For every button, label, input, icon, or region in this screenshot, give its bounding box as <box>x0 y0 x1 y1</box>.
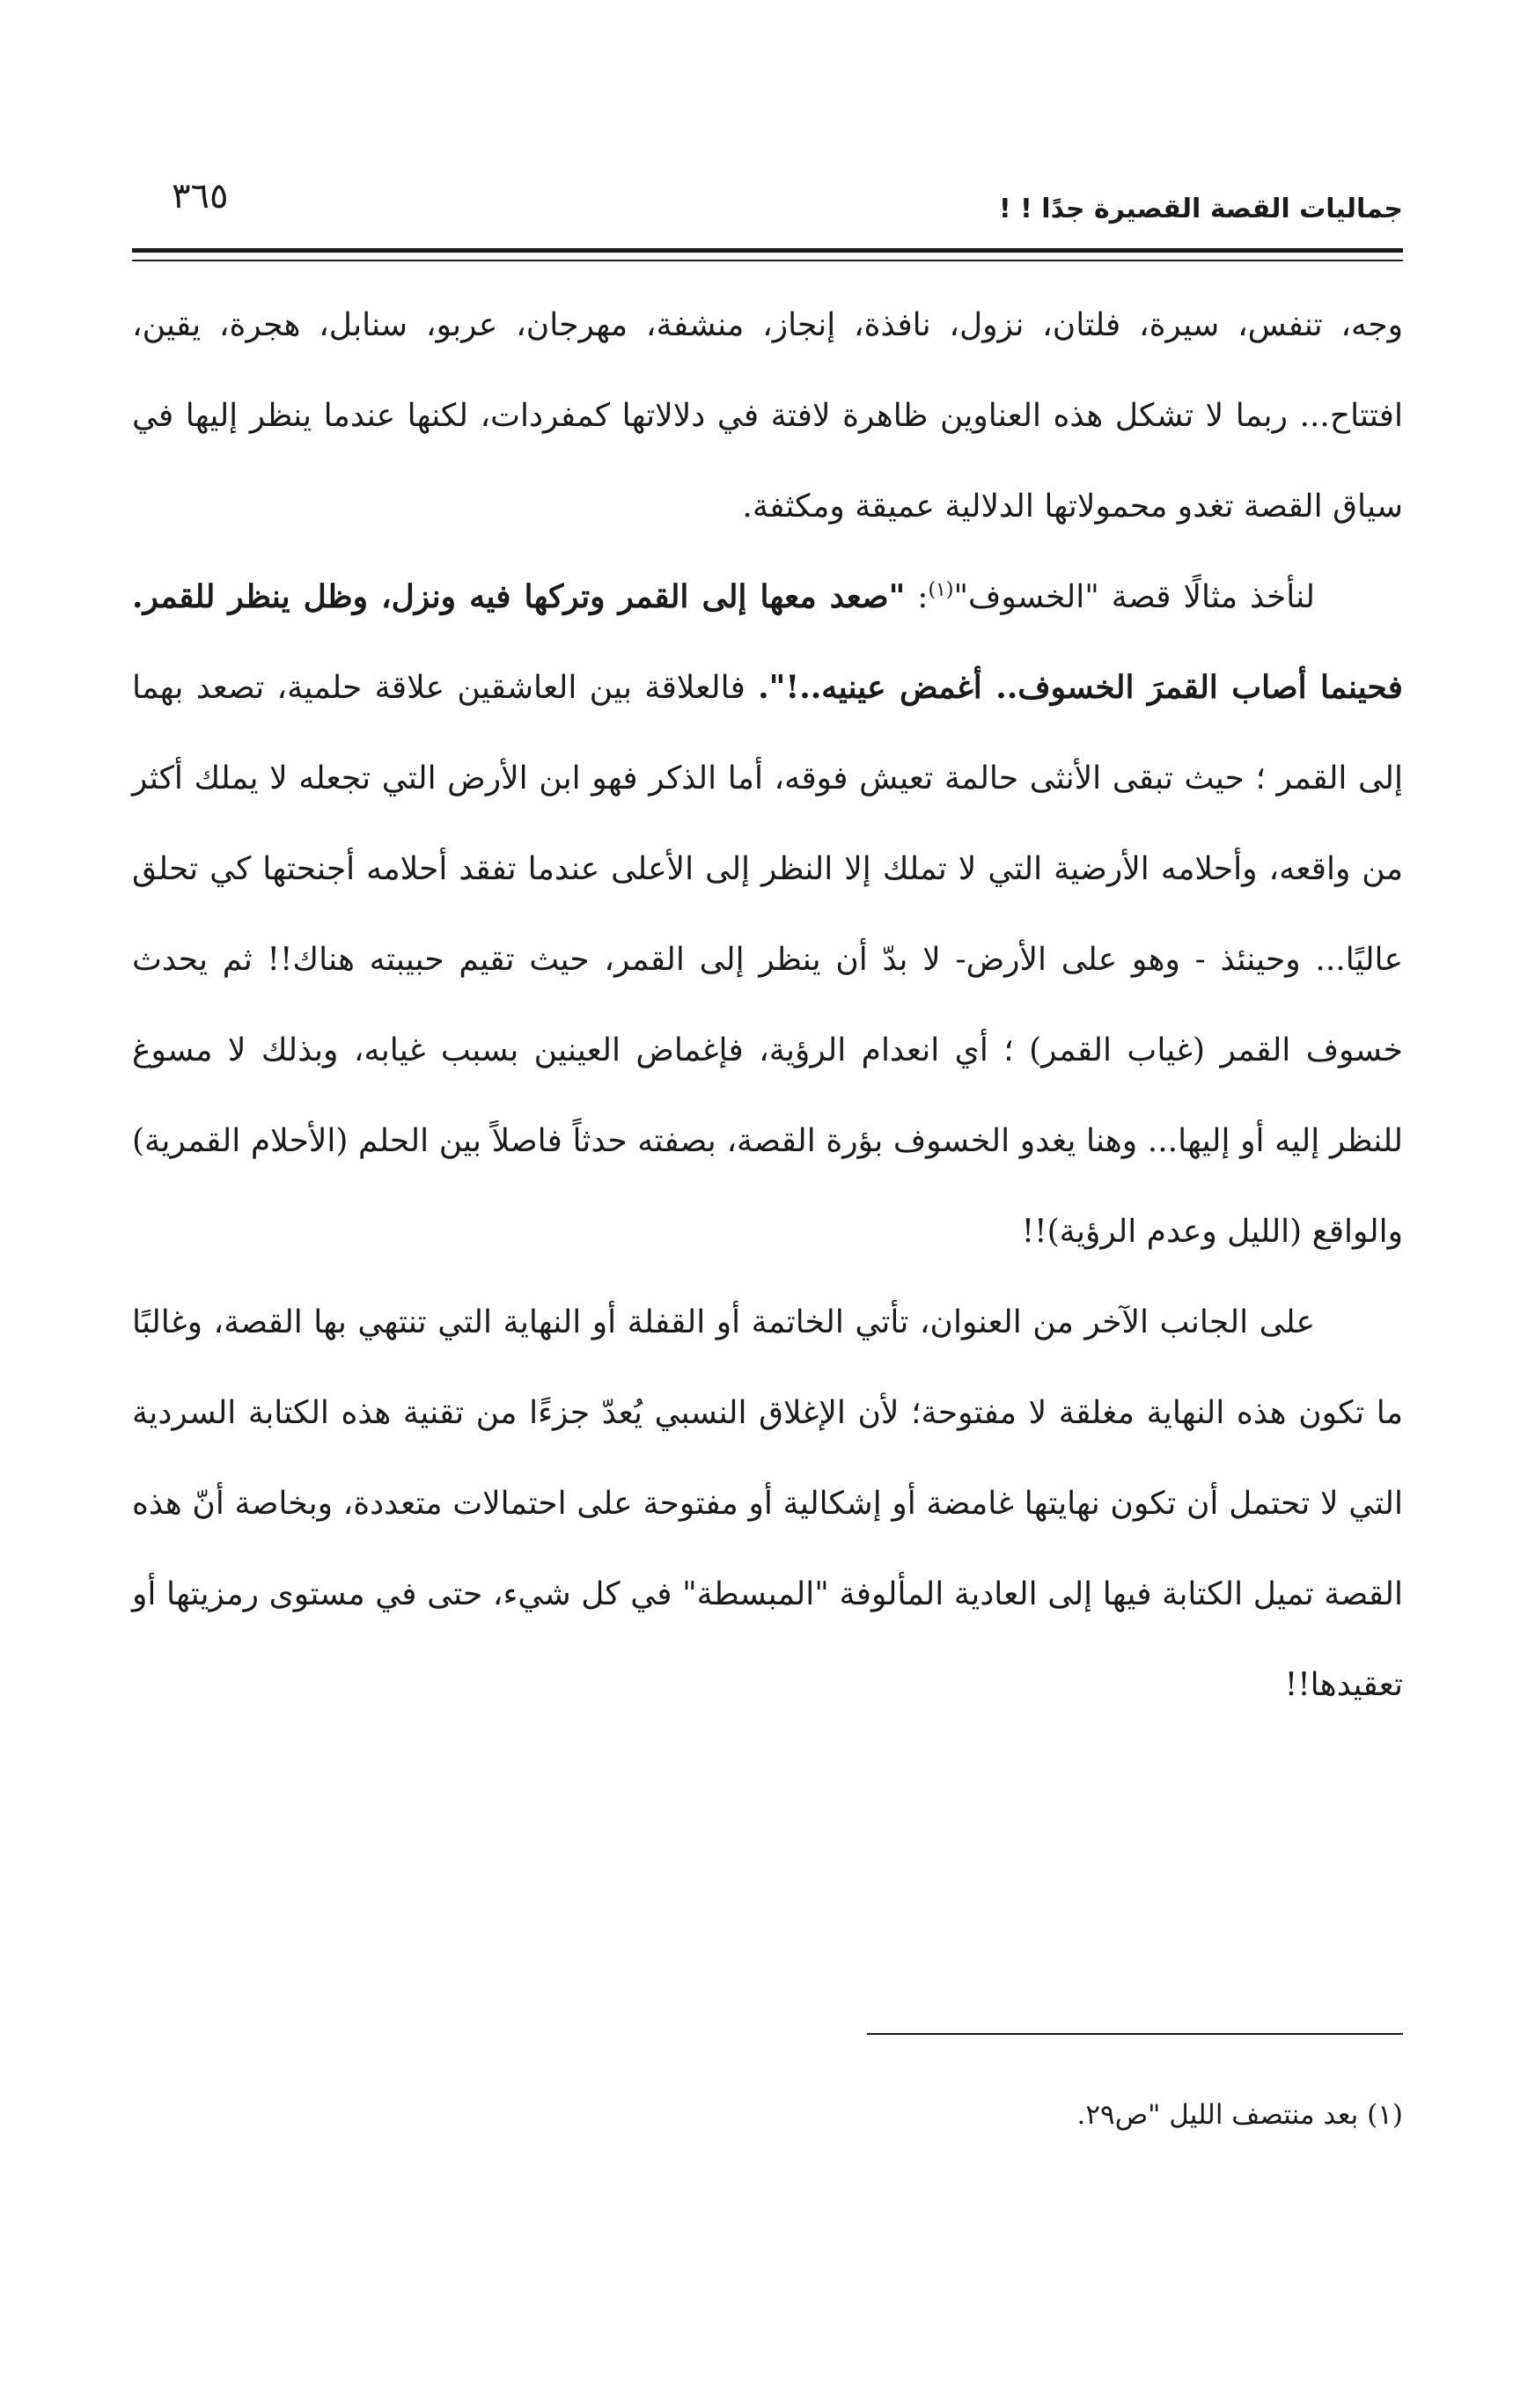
footnote-marker: (١) <box>928 579 954 601</box>
paragraph-1: وجه، تنفس، سيرة، فلتان، نزول، نافذة، إنجاز، منشفة، مهرجان، عربو، سنابل، هجرة، يقين، افتتاح... ربما لا تشكل هذه العناوين ظاهرة لافتة في دلالاتها كمفردات، لكنها عندما ينظر إليها في سياق القصة تغدو محمولاتها الدلالية عميقة ومكثفة. <box>132 307 1403 525</box>
paragraph-2-intro: لنأخذ مثالًا قصة "الخسوف" <box>953 579 1316 615</box>
footnote-separator <box>867 2033 1403 2035</box>
paragraph-2 <box>132 552 1403 1277</box>
page-header <box>132 167 1403 238</box>
running-title: جماليات القصة القصيرة جدًا ! ! <box>999 194 1403 224</box>
page-number: ٣٦٥ <box>172 176 229 217</box>
footnote: (١) بعد منتصف الليل "ص٢٩. <box>1076 2099 1403 2131</box>
story-quote: "صعد معها إلى القمر وتركها فيه ونزل، وظل ينظر للقمر. فحينما أصاب القمرَ الخسوف.. أغمض عينيه..!". <box>132 578 1403 706</box>
paragraph-2-rest: فالعلاقة بين العاشقين علاقة حلمية، تصعد بهما إلى القمر ؛ حيث تبقى الأنثى حالمة تعيش فوقه، أما الذكر فهو ابن الأرض التي تجعله لا يملك أكثر من واقعه، وأحلامه الأرضية التي لا تملك إلا النظر إلى الأعلى عندما تفقد أحلامه أجنحتها كي تحلق عاليًا... وحينئذ - وهو على الأرض- لا بدّ أن ينظر إلى القمر، حيث تقيم حبيبته هناك!! ثم يحدث خسوف القمر (غياب القمر) ؛ أي انعدام الرؤية، فإغماض العينين بسبب غيابه، وبذلك لا مسوغ للنظر إليه أو إليها... وهنا يغدو الخسوف بؤرة القصة، بصفته حدثاً فاصلاً بين الحلم (الأحلام القمرية) والواقع (الليل وعدم الرؤية)!! <box>132 670 1403 1250</box>
main-text <box>132 280 1403 1730</box>
paragraph-3: على الجانب الآخر من العنوان، تأتي الخاتمة أو القفلة أو النهاية التي تنتهي بها القصة، وغالبًا ما تكون هذه النهاية مغلقة لا مفتوحة؛ لأن الإغلاق النسبي يُعدّ جزءًا من تقنية هذه الكتابة السردية التي لا تحتمل أن تكون نهايتها غامضة أو إشكالية أو مفتوحة على احتمالات متعددة، وبخاصة أنّ هذه القصة تميل الكتابة فيها إلى العادية المألوفة "المبسطة" في كل شيء، حتى في مستوى رمزيتها أو تعقيدها!! <box>132 1304 1403 1703</box>
header-rule-thin <box>132 260 1403 261</box>
header-rule-thick <box>132 248 1403 253</box>
paragraph-2-colon: : <box>905 579 929 615</box>
